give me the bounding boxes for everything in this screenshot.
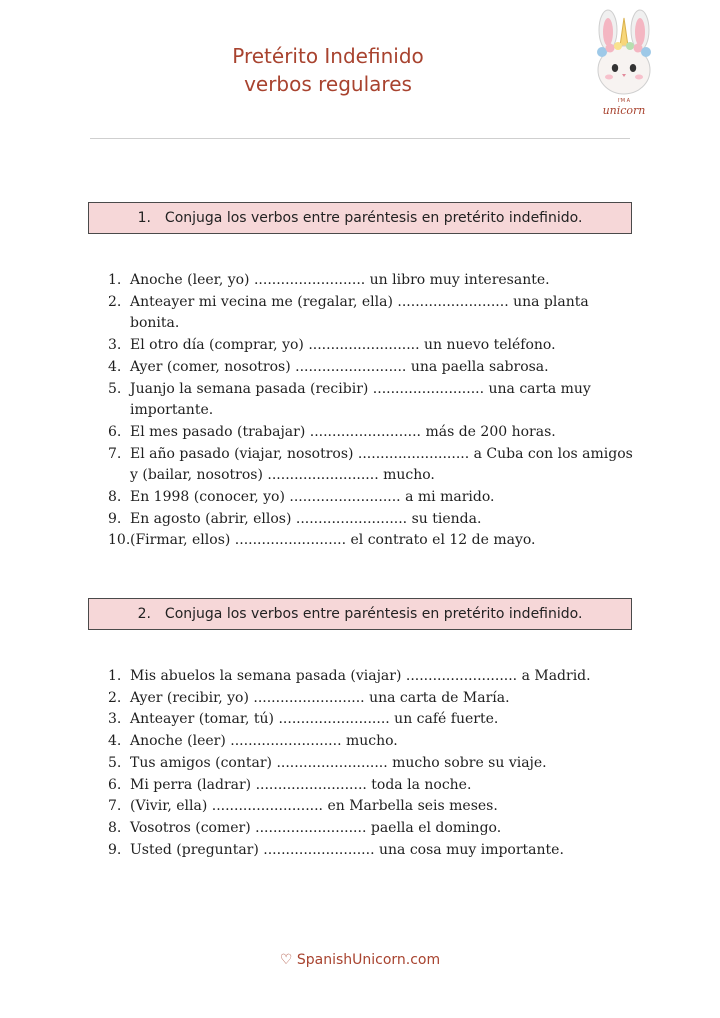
list-item: 7. (Vivir, ella) ......................... en Marbella seis meses. (108, 798, 498, 815)
list-item: 6. El mes pasado (trabajar) ......................... más de 200 horas. (108, 423, 556, 440)
list-item: 5. Tus amigos (contar) ......................... mucho sobre su viaje. (108, 754, 547, 771)
list-item: 3. Anteayer (tomar, tú) ......................... un café fuerte. (108, 711, 499, 728)
page-title (0, 42, 656, 98)
list-item: 5. Juanjo la semana pasada (recibir) ......................... una carta muy importante. (108, 380, 591, 419)
list-item: 8. En 1998 (conocer, yo) ......................... a mi marido. (108, 489, 495, 506)
list-item: 2. Anteayer mi vecina me (regalar, ella) ......................... una planta bonita. (108, 293, 589, 332)
logo-text-line-2: unicorn (602, 104, 646, 117)
list-item: 4. Ayer (comer, nosotros) ......................... una paella sabrosa. (108, 358, 549, 375)
list-item: 9. Usted (preguntar) ......................... una cosa muy importante. (108, 841, 564, 858)
list-item: 9. En agosto (abrir, ellos) ......................... su tienda. (108, 510, 482, 527)
section-2-instruction (88, 598, 632, 630)
section-2-number: 2. (137, 606, 151, 622)
list-item: 8. Vosotros (comer) ......................... paella el domingo. (108, 819, 502, 836)
list-item: 1. Mis abuelos la semana pasada (viajar) ......................... a Madrid. (108, 668, 591, 684)
unicorn-bunny-logo-icon (578, 8, 668, 120)
exercise-2-list (108, 666, 638, 861)
logo-text-line-1: I'M A (617, 98, 631, 104)
list-item: 1. Anoche (leer, yo) ......................... un libro muy interesante. (108, 272, 550, 288)
section-1-number: 1. (137, 210, 151, 226)
title-line-1: Pretérito Indefinido (232, 44, 424, 68)
list-item: 7. El año pasado (viajar, nosotros) ......................... a Cuba con los amigos y (bailar, nosotros) ......................... mucho. (108, 445, 633, 484)
list-item: 4. Anoche (leer) ......................... mucho. (108, 733, 398, 750)
section-1-instruction-text: Conjuga los verbos entre paréntesis en pretérito indefinido. (164, 210, 583, 226)
list-item: 10. (Firmar, ellos) ......................... el contrato el 12 de mayo. (108, 532, 536, 549)
list-item: 3. El otro día (comprar, yo) ......................... un nuevo teléfono. (108, 337, 556, 354)
header-divider (90, 138, 630, 139)
exercise-1-list (108, 270, 638, 552)
section-2-instruction-text: Conjuga los verbos entre paréntesis en pretérito indefinido. (164, 606, 583, 622)
section-1-instruction (88, 202, 632, 234)
title-line-2: verbos regulares (244, 72, 412, 96)
list-item: 6. Mi perra (ladrar) ......................... toda la noche. (108, 776, 472, 793)
list-item: 2. Ayer (recibir, yo) ......................... una carta de María. (108, 689, 510, 706)
footer-link[interactable]: ♡ SpanishUnicorn.com (279, 952, 441, 968)
